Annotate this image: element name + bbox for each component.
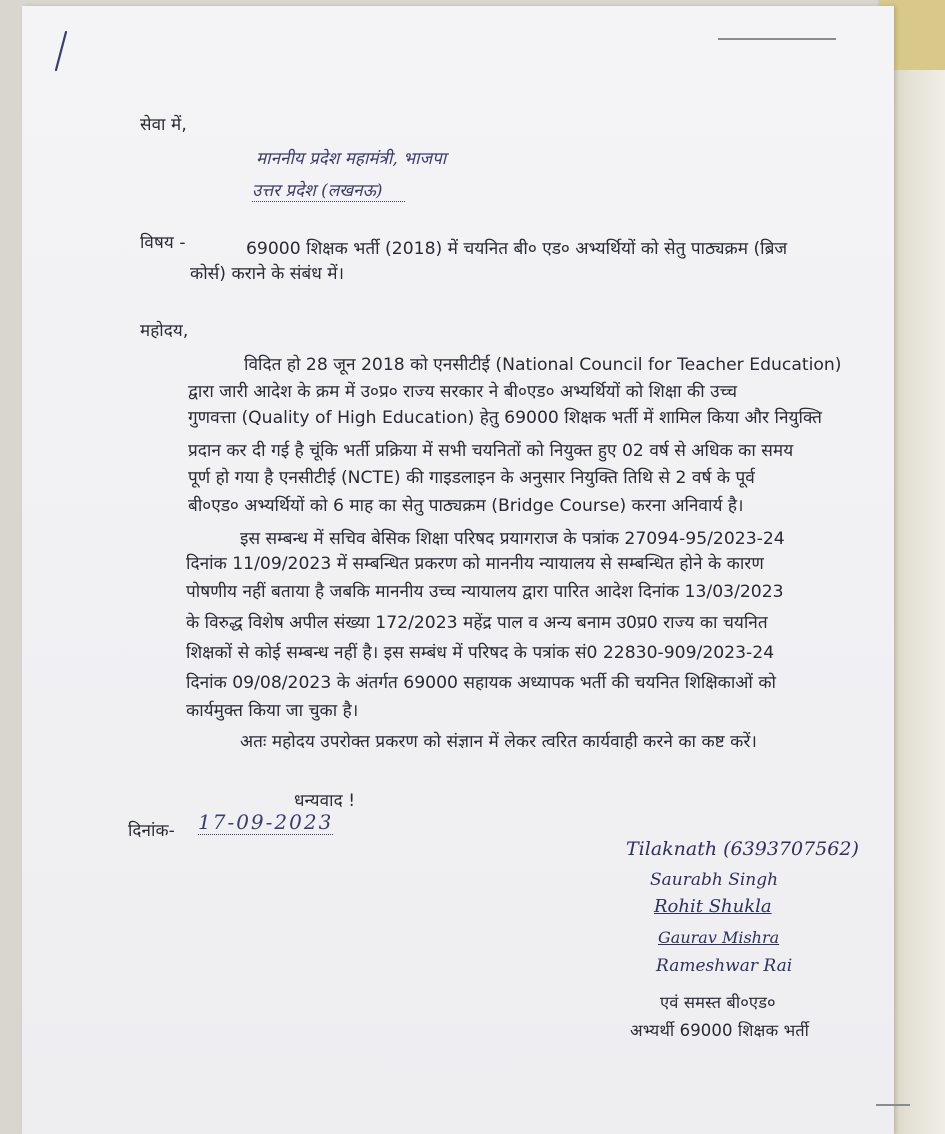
- signature-5: Rameshwar Rai: [656, 956, 793, 976]
- body-line: शिक्षकों से कोई सम्बन्ध नहीं है। इस सम्बंध में परिषद के पत्रांक सं0 22830-909/2023-24: [186, 643, 775, 663]
- bottom-rule: [876, 1104, 910, 1106]
- body-line: कार्यमुक्त किया जा चुका है।: [186, 701, 359, 721]
- signature-2: Saurabh Singh: [650, 870, 779, 890]
- thanks: धन्यवाद !: [294, 791, 356, 811]
- signature-3: Rohit Shukla: [654, 896, 772, 917]
- subject-line-2: कोर्स) कराने के संबंध में।: [190, 264, 345, 284]
- top-rule: [718, 38, 836, 40]
- pen-mark: [52, 30, 70, 74]
- body-line: पूर्ण हो गया है एनसीटीई (NCTE) की गाइडलाइन के अनुसार नियुक्ति तिथि से 2 वर्ष के पूर्व: [188, 468, 755, 488]
- closing-line-1: एवं समस्त बी०एड०: [660, 993, 776, 1012]
- body-line: द्वारा जारी आदेश के क्रम में उ०प्र० राज्य सरकार ने बी०एड० अभ्यर्थियों को शिक्षा की उच्च: [188, 382, 737, 402]
- body-line: बी०एड० अभ्यर्थियों को 6 माह का सेतु पाठ्यक्रम (Bridge Course) करना अनिवार्य है।: [188, 496, 744, 516]
- body-line: अतः महोदय उपरोक्त प्रकरण को संज्ञान में लेकर त्वरित कार्यवाही करने का कष्ट करें।: [240, 732, 757, 752]
- addressee-line-1: माननीय प्रदेश महामंत्री, भाजपा: [256, 149, 447, 169]
- date-value: 17-09-2023: [198, 810, 334, 834]
- body-line: दिनांक 11/09/2023 में सम्बन्धित प्रकरण को माननीय न्यायालय से सम्बन्धित होने के कारण: [186, 554, 764, 574]
- subject-line-1: 69000 शिक्षक भर्ती (2018) में चयनित बी० एड० अभ्यर्थियों को सेतु पाठ्यक्रम (ब्रिज: [246, 239, 788, 259]
- body-line: प्रदान कर दी गई है चूंकि भर्ती प्रक्रिया में सभी चयनितों को नियुक्त हुए 02 वर्ष से अधिक का समय: [188, 441, 794, 461]
- addressee-line-2: उत्तर प्रदेश (लखनऊ): [252, 178, 405, 202]
- body-line: के विरुद्ध विशेष अपील संख्या 172/2023 महेंद्र पाल व अन्य बनाम उ0प्र0 राज्य का चयनित: [186, 613, 768, 633]
- body-line: विदित हो 28 जून 2018 को एनसीटीई (National Council for Teacher Education): [244, 355, 842, 375]
- body-line: दिनांक 09/08/2023 के अंतर्गत 69000 सहायक अध्यापक भर्ती की चयनित शिक्षिकाओं को: [186, 673, 776, 693]
- greeting: महोदय,: [140, 321, 189, 341]
- signature-4: Gaurav Mishra: [658, 928, 780, 947]
- subject-label: विषय -: [140, 233, 186, 253]
- signature-1: Tilaknath (6393707562): [626, 838, 859, 860]
- body-line: गुणवत्ता (Quality of High Education) हेतु 69000 शिक्षक भर्ती में शामिल किया और नियुक्ति: [188, 408, 822, 428]
- body-line: पोषणीय नहीं बताया है जबकि माननीय उच्च न्यायालय द्वारा पारित आदेश दिनांक 13/03/2023: [186, 582, 784, 602]
- date-label: दिनांक-: [128, 821, 175, 841]
- salutation-to: सेवा में,: [140, 115, 187, 135]
- body-line: इस सम्बन्ध में सचिव बेसिक शिक्षा परिषद प्रयागराज के पत्रांक 27094-95/2023-24: [240, 529, 785, 549]
- closing-line-2: अभ्यर्थी 69000 शिक्षक भर्ती: [630, 1021, 810, 1040]
